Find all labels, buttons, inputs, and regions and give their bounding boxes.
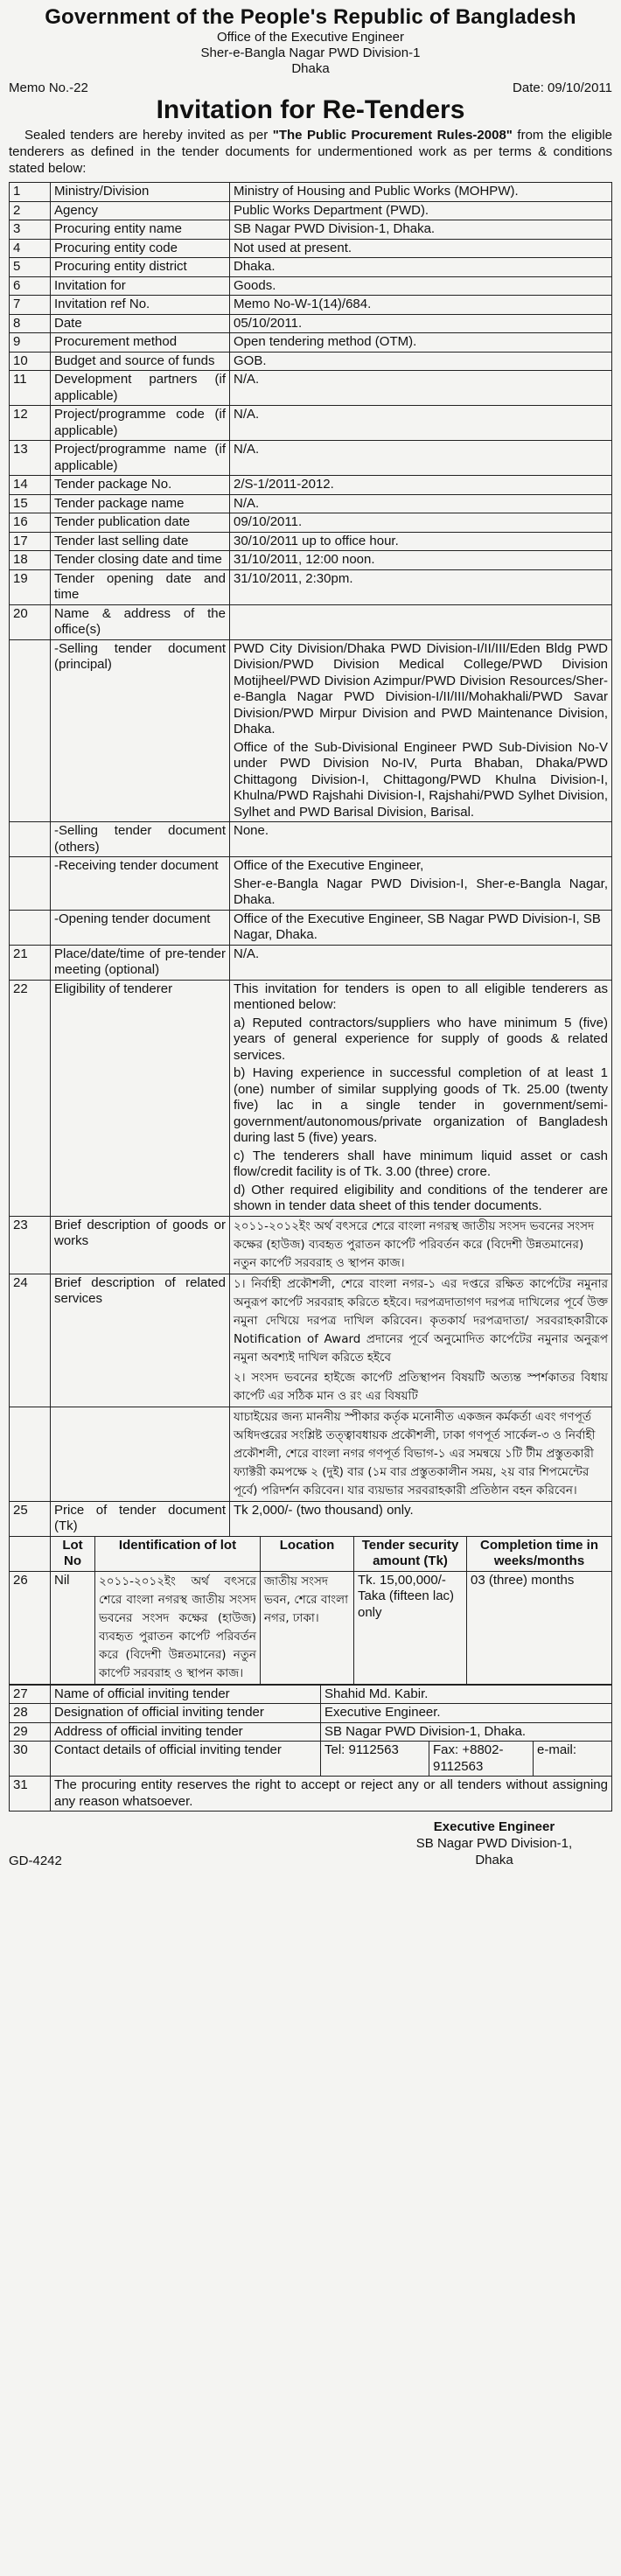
row-key: Tender opening date and time bbox=[51, 569, 230, 604]
signatory-title: Executive Engineer bbox=[433, 1819, 555, 1834]
row-number: 12 bbox=[10, 406, 51, 441]
row-key: Brief description of goods or works bbox=[51, 1216, 230, 1274]
row-key: Procuring entity name bbox=[51, 220, 230, 240]
row-number: 15 bbox=[10, 494, 51, 513]
row-value: 31/10/2011, 2:30pm. bbox=[230, 569, 612, 604]
contact-fax: Fax: +8802-9112563 bbox=[429, 1742, 534, 1777]
row-key: Procuring entity district bbox=[51, 258, 230, 277]
service-item-2-continued: যাচাইয়ের জন্য মাননীয় স্পীকার কর্তৃক মনোনীত একজন কর্মকর্তা এবং গণপূর্ত অধিদপ্তরের সংশ্লিষ্ট তত্ত্বাবধায়ক প্রকৌশলী, ঢাকা গণপূর্ত সার্কেল-৩ ও নির্বাহী প্রকৌশলী, শেরে বাংলা নগর গণপূর্ত বিভাগ-১ এর সমন্বয়ে ১টি টীম প্রস্তুতকারী ফ্যাক্টরী কমপক্ষে ২ (দুই) বার (১ম বার প্রস্তুতকালীন সময়, ২য় বার শিপমেন্টের পূর্বে) পরিদর্শন করিবেন। যার ব্যয়ভার সরবরাহকারী প্রতিষ্ঠান বহন করিবেন। bbox=[230, 1407, 612, 1501]
receiving-office: Office of the Executive Engineer, bbox=[234, 858, 424, 873]
selling-principal-subdivision: Office of the Sub-Divisional Engineer PWD Sub-Division No-V under PWD Division No-IV, Purta Bhaban, Dhaka/PWD Chittagong Division-I, Chittagong/PWD Khulna Division-I, Khulna/PWD Rajshahi Division-I, Rajshahi/PWD Sylhet Division, Sylhet and PWD Barisal Division, Barisal. bbox=[234, 739, 608, 820]
row-value: Memo No-W-1(14)/684. bbox=[230, 296, 612, 315]
row-value: Open tendering method (OTM). bbox=[230, 333, 612, 353]
row-value: GOB. bbox=[230, 352, 612, 371]
table-row bbox=[10, 371, 612, 406]
row-value: None. bbox=[230, 822, 612, 857]
row-key: Budget and source of funds bbox=[51, 352, 230, 371]
row-number: 3 bbox=[10, 220, 51, 240]
receiving-address: Sher-e-Bangla Nagar PWD Division-I, Sher-e-Bangla Nagar, Dhaka. bbox=[234, 876, 608, 907]
row-key: Agency bbox=[51, 201, 230, 220]
row-number: 16 bbox=[10, 513, 51, 533]
row-number: 25 bbox=[10, 1501, 51, 1536]
table-row bbox=[10, 494, 612, 513]
row-number: 6 bbox=[10, 276, 51, 296]
lot-col-header: Lot No bbox=[51, 1537, 95, 1572]
table-row bbox=[10, 604, 612, 639]
row-number: 28 bbox=[10, 1704, 51, 1723]
selling-principal-offices: PWD City Division/Dhaka PWD Division-I/II/III/Eden Bldg PWD Division/PWD Division Medical College/PWD Division Motijheel/PWD Division Azimpur/PWD Division Resources/Sher-e-Bangla Nagar PWD Division-I/II/III/Mohakhali/PWD Savar Division/PWD Mirpur Division and PWD Maintenance Division, Dhaka. bbox=[234, 640, 608, 736]
row-number: 9 bbox=[10, 333, 51, 353]
row-value bbox=[230, 604, 612, 639]
row-number: 19 bbox=[10, 569, 51, 604]
row-key: Development partners (if applicable) bbox=[51, 371, 230, 406]
row-number: 13 bbox=[10, 441, 51, 476]
eligibility-a: a) Reputed contractors/suppliers who have minimum 5 (five) years of general experience for supply of goods & related services. bbox=[234, 1015, 608, 1063]
lot-location: জাতীয় সংসদ ভবন, শেরে বাংলা নগর, ঢাকা। bbox=[261, 1571, 354, 1684]
intro-pre: Sealed tenders are hereby invited as per bbox=[24, 128, 273, 143]
row-key: Project/programme name (if applicable) bbox=[51, 441, 230, 476]
row-value: Tk 2,000/- (two thousand) only. bbox=[230, 1501, 612, 1536]
goods-description: ২০১১-২০১২ইং অর্থ বৎসরে শেরে বাংলা নগরস্থ জাতীয় সংসদ ভবনের সংসদ কক্ষের (হাউজ) ব্যবহৃত পুরাতন কার্পেট পরিবর্তন করে (বিদেশী উন্নতমানের) নতুন কার্পেট সরবরাহ ও স্থাপন কাজ। bbox=[230, 1216, 612, 1274]
table-row bbox=[10, 476, 612, 495]
row-key: Ministry/Division bbox=[51, 183, 230, 202]
table-row bbox=[10, 980, 612, 1216]
row-number: 20 bbox=[10, 604, 51, 639]
row-value: Shahid Md. Kabir. bbox=[321, 1685, 612, 1704]
row-key: Eligibility of tenderer bbox=[51, 980, 230, 1216]
table-row bbox=[10, 239, 612, 258]
table-row bbox=[10, 296, 612, 315]
row-value: Dhaka. bbox=[230, 258, 612, 277]
row-number: 8 bbox=[10, 314, 51, 333]
row-value: Public Works Department (PWD). bbox=[230, 201, 612, 220]
gd-code: GD-4242 bbox=[9, 1853, 62, 1868]
table-row bbox=[10, 551, 612, 570]
row-number: 11 bbox=[10, 371, 51, 406]
table-row bbox=[10, 945, 612, 980]
table-row bbox=[10, 333, 612, 353]
row-key: Name of official inviting tender bbox=[51, 1685, 321, 1704]
row-number: 30 bbox=[10, 1742, 51, 1777]
lot-col-header: Tender security amount (Tk) bbox=[354, 1537, 467, 1572]
service-item-2: ২। সংসদ ভবনের হাইজে কার্পেট প্রতিস্থাপন বিষয়টি অত্যন্ত স্পর্শকাতর বিধায় কার্পেট এর সঠিক মান ও রং এর বিষয়টি bbox=[234, 1370, 608, 1403]
row-value: Ministry of Housing and Public Works (MOHPW). bbox=[230, 183, 612, 202]
lot-security: Tk. 15,00,000/- Taka (fifteen lac) only bbox=[354, 1571, 467, 1684]
row-value: N/A. bbox=[230, 406, 612, 441]
table-row bbox=[10, 513, 612, 533]
row-value bbox=[230, 639, 612, 822]
row-key: Project/programme code (if applicable) bbox=[51, 406, 230, 441]
row-number: 27 bbox=[10, 1685, 51, 1704]
table-row bbox=[10, 1501, 612, 1536]
eligibility-list bbox=[230, 980, 612, 1216]
row-number: 23 bbox=[10, 1216, 51, 1274]
official-table bbox=[9, 1685, 612, 1812]
notice-header bbox=[9, 5, 612, 77]
row-number: 18 bbox=[10, 551, 51, 570]
lot-identification: ২০১১-২০১২ইং অর্থ বৎসরে শেরে বাংলা নগরস্থ জাতীয় সংসদ ভবনের সংসদ কক্ষের (হাউজ) ব্যবহৃত পুরাতন কার্পেট পরিবর্তন করে (বিদেশী উন্নতমানের) নতুন কার্পেট সরবরাহ ও স্থাপন কাজ। bbox=[95, 1571, 261, 1684]
row-key: Tender closing date and time bbox=[51, 551, 230, 570]
memo-number: Memo No.-22 bbox=[9, 80, 88, 95]
memo-row bbox=[9, 80, 612, 95]
row-value: N/A. bbox=[230, 945, 612, 980]
row-number: 1 bbox=[10, 183, 51, 202]
contact-tel: Tel: 9112563 bbox=[321, 1742, 429, 1777]
tender-table bbox=[9, 182, 612, 1537]
row-key: Procurement method bbox=[51, 333, 230, 353]
table-row bbox=[10, 1704, 612, 1723]
table-row bbox=[10, 1685, 612, 1704]
row-key: Procuring entity code bbox=[51, 239, 230, 258]
row-number: 26 bbox=[10, 1571, 51, 1684]
row-number: 5 bbox=[10, 258, 51, 277]
intro-rule: "The Public Procurement Rules-2008" bbox=[272, 128, 513, 143]
row-number: 17 bbox=[10, 532, 51, 551]
lot-table bbox=[9, 1537, 612, 1685]
row-number: 24 bbox=[10, 1274, 51, 1407]
row-key: Designation of official inviting tender bbox=[51, 1704, 321, 1723]
table-row bbox=[10, 1274, 612, 1407]
table-row bbox=[10, 352, 612, 371]
office-name: Office of the Executive Engineer bbox=[216, 30, 404, 45]
table-row bbox=[10, 314, 612, 333]
table-row bbox=[10, 857, 612, 911]
lot-completion: 03 (three) months bbox=[467, 1571, 612, 1684]
row-key: Tender package name bbox=[51, 494, 230, 513]
row-number: 31 bbox=[10, 1777, 51, 1812]
lot-number: Nil bbox=[51, 1571, 95, 1684]
table-row bbox=[10, 1407, 612, 1501]
row-value: SB Nagar PWD Division-1, Dhaka. bbox=[321, 1722, 612, 1742]
row-value: Not used at present. bbox=[230, 239, 612, 258]
lot-col-header: Identification of lot bbox=[95, 1537, 261, 1572]
row-value: 09/10/2011. bbox=[230, 513, 612, 533]
page-title: Invitation for Re-Tenders bbox=[156, 95, 465, 124]
row-value: N/A. bbox=[230, 494, 612, 513]
row-key: Name & address of the office(s) bbox=[51, 604, 230, 639]
row-value: Executive Engineer. bbox=[321, 1704, 612, 1723]
row-key: Tender package No. bbox=[51, 476, 230, 495]
row-number: 14 bbox=[10, 476, 51, 495]
row-number: 29 bbox=[10, 1722, 51, 1742]
eligibility-intro: This invitation for tenders is open to all eligible tenderers as mentioned below: bbox=[234, 981, 608, 1012]
row-key: Date bbox=[51, 314, 230, 333]
row-value: 05/10/2011. bbox=[230, 314, 612, 333]
lot-header-row bbox=[10, 1537, 612, 1572]
table-row bbox=[10, 639, 612, 822]
row-value: 31/10/2011, 12:00 noon. bbox=[230, 551, 612, 570]
row-key: Address of official inviting tender bbox=[51, 1722, 321, 1742]
row-value: Office of the Executive Engineer, SB Nagar PWD Division-I, SB Nagar, Dhaka. bbox=[230, 910, 612, 945]
row-value: 30/10/2011 up to office hour. bbox=[230, 532, 612, 551]
row-value: 2/S-1/2011-2012. bbox=[230, 476, 612, 495]
row-key: Brief description of related services bbox=[51, 1274, 230, 1407]
row-number: 22 bbox=[10, 980, 51, 1216]
intro-paragraph bbox=[9, 127, 612, 177]
table-row bbox=[10, 569, 612, 604]
eligibility-c: c) The tenderers shall have minimum liquid asset or cash flow/credit facility is of Tk. 3.00 (three) crore. bbox=[234, 1148, 608, 1179]
row-key: -Opening tender document bbox=[51, 910, 230, 945]
row-key: -Receiving tender document bbox=[51, 857, 230, 911]
notice-footer bbox=[9, 1819, 612, 1868]
intro-post: from the eligible tenderers as defined in the tender documents for undermentioned work as per terms & conditions stated below: bbox=[9, 128, 612, 176]
signatory-city: Dhaka bbox=[475, 1853, 513, 1867]
service-item-1: ১। নির্বাহী প্রকৌশলী, শেরে বাংলা নগর-১ এর দপ্তরে রক্ষিত কার্পেটের নমুনার অনুরূপ কার্পেট সরবরাহ করিতে হইবে। দরপত্রদাতাগণ দরপত্র দাখিলের পূর্বে উক্ত নমুনা দেখিয়ে দরপত্র দাখিল করিবেন। কৃতকার্য দরপত্রদাতা/ সরবরাহকারীকে Notification of Award প্রদানের পূর্বে অনুমোদিত কার্পেটের নমুনার অনুরূপ নমুনা অবশ্যই দাখিল করিতে হইবে bbox=[234, 1276, 608, 1365]
row-value: Goods. bbox=[230, 276, 612, 296]
row-value: SB Nagar PWD Division-1, Dhaka. bbox=[230, 220, 612, 240]
row-number: 10 bbox=[10, 352, 51, 371]
table-row bbox=[10, 258, 612, 277]
table-row bbox=[10, 441, 612, 476]
row-key: Contact details of official inviting tender bbox=[51, 1742, 321, 1777]
row-key: Invitation ref No. bbox=[51, 296, 230, 315]
row-key: Place/date/time of pre-tender meeting (optional) bbox=[51, 945, 230, 980]
row-key: Tender last selling date bbox=[51, 532, 230, 551]
row-key: Tender publication date bbox=[51, 513, 230, 533]
contact-email: e-mail: bbox=[534, 1742, 612, 1777]
signature-block bbox=[376, 1819, 612, 1868]
table-row bbox=[10, 1742, 612, 1777]
table-row bbox=[10, 1722, 612, 1742]
lot-col-header: Completion time in weeks/months bbox=[467, 1537, 612, 1572]
row-key: -Selling tender document (principal) bbox=[51, 639, 230, 822]
row-number: 4 bbox=[10, 239, 51, 258]
table-row bbox=[10, 406, 612, 441]
eligibility-b: b) Having experience in successful completion of at least 1 (one) number of similar supplying goods of Tk. 25.00 (twenty five) lac in a single tender in government/semi-government/autonomous/private organization of Bangladesh during last 5 (five) years. bbox=[234, 1065, 608, 1145]
division-name: Sher-e-Bangla Nagar PWD Division-1 bbox=[200, 45, 421, 60]
table-row bbox=[10, 183, 612, 202]
row-value: N/A. bbox=[230, 441, 612, 476]
row-number: 2 bbox=[10, 201, 51, 220]
city-name: Dhaka bbox=[291, 61, 330, 76]
table-row bbox=[10, 201, 612, 220]
table-row bbox=[10, 532, 612, 551]
related-services bbox=[230, 1274, 612, 1407]
lot-col-header: Location bbox=[261, 1537, 354, 1572]
row-key: Invitation for bbox=[51, 276, 230, 296]
table-row bbox=[10, 822, 612, 857]
row-key: -Selling tender document (others) bbox=[51, 822, 230, 857]
table-row bbox=[10, 910, 612, 945]
eligibility-d: d) Other required eligibility and conditions of the tenderer are shown in tender data sheet of this tender documents. bbox=[234, 1182, 608, 1213]
table-row bbox=[10, 1777, 612, 1812]
table-row bbox=[10, 276, 612, 296]
lot-row bbox=[10, 1571, 612, 1684]
row-key: Price of tender document (Tk) bbox=[51, 1501, 230, 1536]
table-row bbox=[10, 220, 612, 240]
reservation-clause: The procuring entity reserves the right to accept or reject any or all tenders without assigning any reason whatsoever. bbox=[51, 1777, 612, 1812]
row-value bbox=[230, 857, 612, 911]
memo-date: Date: 09/10/2011 bbox=[513, 80, 612, 95]
row-number: 7 bbox=[10, 296, 51, 315]
government-title: Government of the People's Republic of Bangladesh bbox=[45, 5, 576, 29]
table-row bbox=[10, 1216, 612, 1274]
signatory-division: SB Nagar PWD Division-1, bbox=[415, 1836, 573, 1851]
row-value: N/A. bbox=[230, 371, 612, 406]
row-number: 21 bbox=[10, 945, 51, 980]
